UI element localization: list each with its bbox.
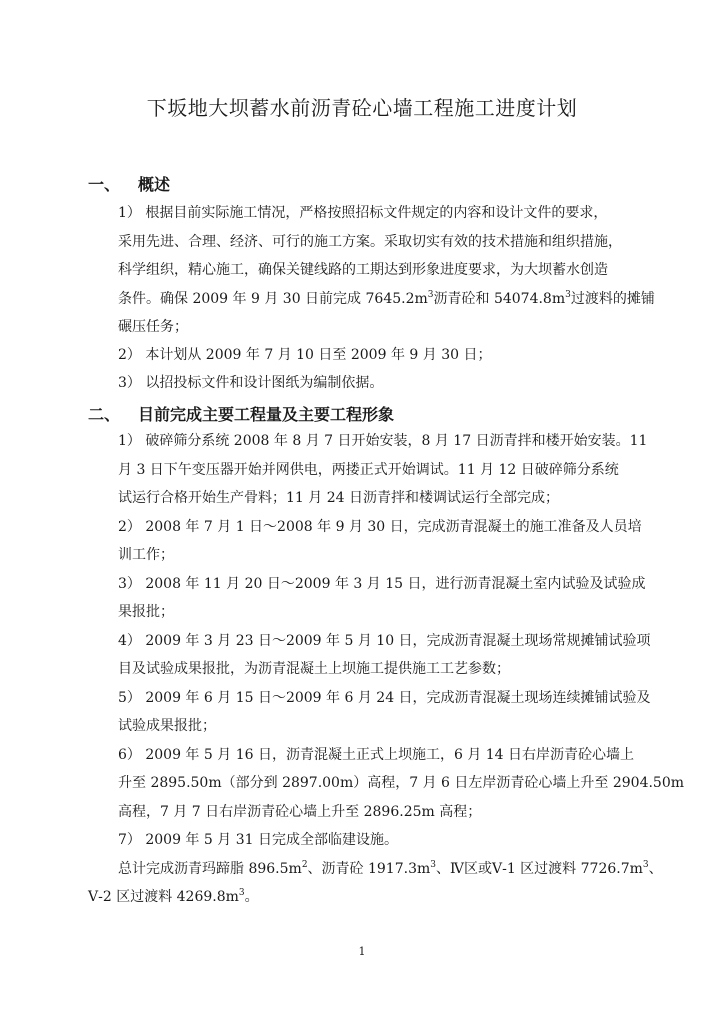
paragraph-line: 训工作；: [118, 547, 174, 563]
paragraph-line: 试验成果报批；: [118, 718, 216, 734]
paragraph-line: 月 3 日下午变压器开始并网供电，两搂正式开始调试。11 月 12 日破碎筛分系统: [118, 462, 619, 478]
superscript: 3: [430, 860, 436, 870]
paragraph-line: 果报批；: [118, 604, 174, 620]
page-number: 1: [358, 945, 366, 958]
summary-line: Ⅴ-2 区过渡料 $4269.8m^3$。: [88, 888, 259, 905]
paragraph-line: 高程，7 月 7 日右岸沥青砼心墙上升至 2896.25m 高程；: [118, 804, 482, 820]
paragraph-line: 2） 2008 年 7 月 1 日～2008 年 9 月 30 日，完成沥青混凝土的施工准备及人员培: [118, 519, 642, 535]
paragraph-line: 碾压任务；: [118, 319, 188, 335]
superscript: 2: [301, 860, 308, 870]
paragraph-line: 升至 2895.50m（部分到 2897.00m）高程，7 月 6 日左岸沥青砼心墙上升至 2904.50m: [118, 775, 685, 791]
document-title: 下坂地大坝蓄水前沥青砼心墙工程施工进度计划: [146, 96, 578, 120]
list-item: 2） 本计划从 2009 年 7 月 10 日至 2009 年 9 月 30 日；: [118, 347, 492, 363]
summary-line: 总计完成沥青玛蹄脂 $896.5m^2$、沥青砼 $1917.3m^3$、Ⅳ区或Ⅴ-1 区过渡料 $7726.7m^3$、: [118, 860, 663, 877]
paragraph-line: 科学组织，精心施工，确保关键线路的工期达到形象进度要求，为大坝蓄水创造: [118, 262, 608, 278]
paragraph-line: 条件。确保 2009 年 9 月 30 日前完成 $7645.2m^3$沥青砼和 $54074.8m^3$过渡料的摊铺: [118, 290, 655, 307]
paragraph-line: 4） 2009 年 3 月 23 日～2009 年 5 月 10 日，完成沥青混凝土现场常规摊铺试验项: [118, 633, 651, 649]
section-1-heading: [88, 172, 170, 195]
paragraph-line: 1） 破碎筛分系统 2008 年 8 月 7 日开始安装，8 月 17 日沥青拌和楼开始安装。11: [118, 433, 648, 449]
paragraph-line: 6） 2009 年 5 月 16 日，沥青混凝土正式上坝施工，6 月 14 日右岸沥青砼心墙上: [118, 747, 635, 763]
section-2-title: 目前完成主要工程量及主要工程形象: [138, 405, 395, 424]
paragraph-line: 试运行合格开始生产骨料；11 月 24 日沥青拌和楼调试运行全部完成；: [118, 490, 559, 506]
paragraph-line: 采用先进、合理、经济、可行的施工方案。采取切实有效的技术措施和组织措施，: [118, 234, 622, 250]
list-item: 3） 以招投标文件和设计图纸为编制依据。: [118, 375, 384, 391]
superscript: 3: [427, 290, 434, 300]
paragraph-line: 3） 2008 年 11 月 20 日～2009 年 3 月 15 日，进行沥青混凝土室内试验及试验成: [118, 576, 646, 592]
paragraph-line: 目及试验成果报批，为沥青混凝土上坝施工提供施工工艺参数；: [118, 661, 510, 677]
section-2-heading: [88, 402, 394, 425]
paragraph-line: 1） 根据目前实际施工情况，严格按照招标文件规定的内容和设计文件的要求，: [118, 205, 608, 221]
superscript: 3: [565, 290, 571, 300]
superscript: 3: [238, 888, 245, 898]
section-1-number: 一、: [88, 175, 121, 194]
paragraph-line: 5） 2009 年 6 月 15 日～2009 年 6 月 24 日，完成沥青混凝土现场连续摊铺试验及: [118, 690, 651, 706]
paragraph-line: 7） 2009 年 5 月 31 日完成全部临建设施。: [118, 832, 398, 848]
superscript: 3: [642, 860, 649, 870]
section-2-number: 二、: [88, 405, 121, 424]
section-1-title: 概述: [138, 175, 171, 194]
